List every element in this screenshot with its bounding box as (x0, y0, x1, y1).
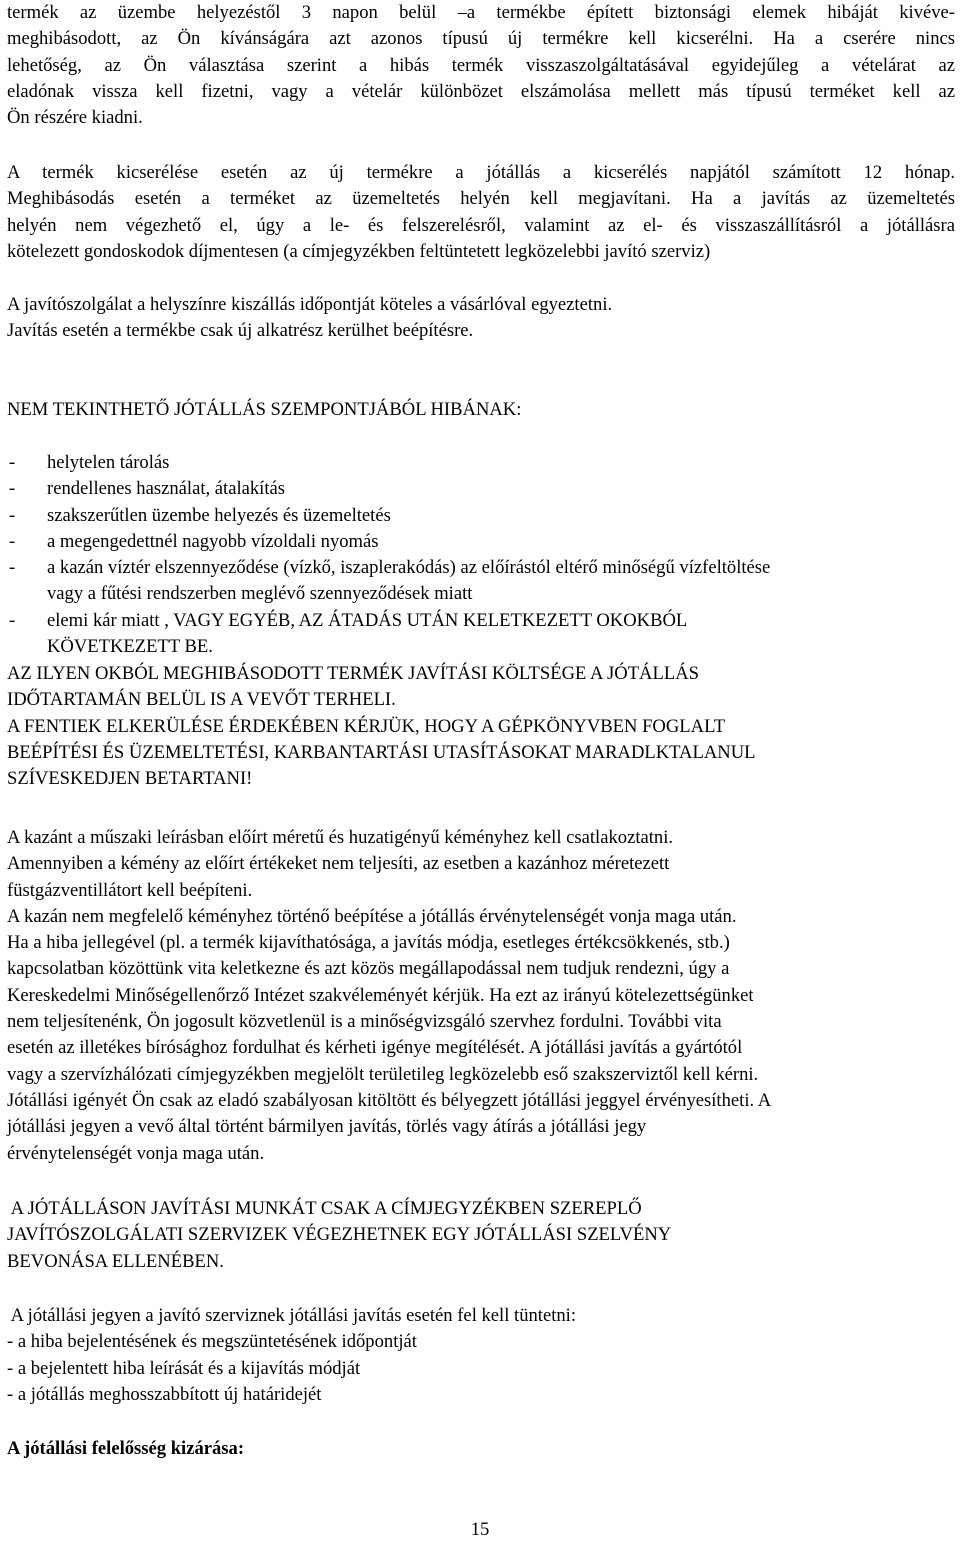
text-line: kötelezett gondoskodok díjmentesen (a címjegyzékben feltüntetett legközelebbi javító szerviz) (7, 240, 711, 262)
text-line: füstgázventillátort kell beépíteni. (7, 879, 253, 901)
text-line: A kazán nem megfelelő kéményhez történő beépítése a jótállás érvénytelenségét vonja maga után. (7, 905, 737, 927)
page-number: 15 (470, 1519, 490, 1540)
paragraph-service (7, 292, 955, 345)
warranty-card-section (7, 1303, 955, 1408)
list-item-text: a megengedettnél nagyobb vízoldali nyomás (47, 530, 379, 552)
list-item-text: elemi kár miatt , VAGY EGYÉB, AZ ÁTADÁS UTÁN KELETKEZETT OKOKBÓL (47, 609, 688, 631)
dash-marker: - (9, 557, 16, 579)
section-title: A jótállási felelősség kizárása: (7, 1438, 245, 1459)
exclusion-title (7, 1436, 955, 1462)
text-line: IDŐTARTAMÁN BELÜL IS A VEVŐT TERHELI. (7, 689, 396, 711)
text-line: nem teljesítenénk, Ön jogosult közvetlenül is a minőségvizsgáló szervhez fordulni. További vita (7, 1011, 722, 1033)
dash-marker: - (9, 478, 16, 500)
list-item (7, 529, 955, 555)
paragraph-top (7, 0, 955, 131)
text-line: kapcsolatban közöttünk vita keletkezne és azt közös megállapodással nem tudjuk rendezni, úgy a (7, 958, 730, 980)
dash-marker: - (9, 609, 16, 631)
text-line: AZ ILYEN OKBÓL MEGHIBÁSODOTT TERMÉK JAVÍTÁSI KÖLTSÉGE A JÓTÁLLÁS (7, 663, 699, 684)
text-line: Meghibásodás esetén a terméket az üzemeltetés helyén kell megjavítani. Ha a javítás az üzemeltetés (7, 188, 955, 210)
heading-text: NEM TEKINTHETŐ JÓTÁLLÁS SZEMPONTJÁBÓL HIBÁNAK: (7, 399, 522, 420)
list-item (7, 608, 955, 661)
text-line: JAVÍTÓSZOLGÁLATI SZERVIZEK VÉGEZHETNEK EGY JÓTÁLLÁSI SZELVÉNY (7, 1224, 672, 1246)
exclusion-list (7, 450, 955, 660)
text-line: Amennyiben a kémény az előírt értékeket nem teljesíti, az esetben a kazánhoz méretezett (7, 853, 670, 875)
text-line: Jótállási igényét Ön csak az eladó szabályosan kitöltött és bélyegzett jótállási jeggyel érvényesítheti. A (7, 1089, 772, 1111)
caps-notice (7, 661, 955, 792)
list-item-text: KÖVETKEZETT BE. (47, 636, 213, 658)
list-item: - a bejelentett hiba leírását és a kijavítás módját (7, 1357, 361, 1379)
text-line: SZÍVESKEDJEN BETARTANI! (7, 768, 253, 790)
list-item-text: vagy a fűtési rendszerben meglévő szennyeződések miatt (47, 583, 473, 605)
text-line: helyén nem végezhető el, úgy a le- és felszerelésről, valamint az el- és visszaszállításról a jótállásra (7, 214, 955, 236)
paragraph-replacement (7, 160, 955, 265)
list-item (7, 555, 955, 608)
text-line: lehetőség, az Ön választása szerint a hibás termék visszaszolgáltatásával egyidejűleg a vételárat az (7, 54, 955, 76)
caps-repair-notice (7, 1196, 955, 1275)
text-line: A termék kicserélése esetén az új termékre a jótállás a kicserélés napjától számított 12 hónap. (7, 162, 955, 183)
dash-marker: - (9, 452, 16, 473)
exclusion-heading (7, 397, 955, 423)
list-item (7, 503, 955, 529)
list-item: - a jótállás meghosszabbított új határidejét (7, 1383, 322, 1405)
text-line: eladónak vissza kell fizetni, vagy a vételár különbözet elszámolása mellett más típusú terméket kell az (7, 80, 955, 102)
text-line: A FENTIEK ELKERÜLÉSE ÉRDEKÉBEN KÉRJÜK, HOGY A GÉPKÖNYVBEN FOGLALT (7, 715, 726, 737)
text-line: Kereskedelmi Minőségellenőrző Intézet szakvéleményét kérjük. Ha ezt az irányú kötelezettségünket (7, 984, 754, 1006)
text-line: BEVONÁSA ELLENÉBEN. (7, 1250, 224, 1272)
warranty-card-intro: A jótállási jegyen a javító szerviznek jótállási javítás esetén fel kell tüntetni: (7, 1305, 577, 1326)
text-line: esetén az illetékes bírósághoz fordulhat és kérheti igénye megítélését. A jótállási javítás a gyártótól (7, 1037, 743, 1059)
list-item-text: rendellenes használat, átalakítás (47, 478, 285, 500)
list-item-text: helytelen tárolás (47, 452, 170, 473)
list-item-text: a kazán víztér elszennyeződése (vízkő, iszaplerakódás) az előírástól eltérő minőségű vízfeltöltése (47, 557, 771, 579)
list-item-text: szakszerűtlen üzembe helyezés és üzemeltetés (47, 504, 391, 526)
dash-marker: - (9, 504, 16, 526)
text-line: meghibásodott, az Ön kívánságára azt azonos típusú új termékre kell kicserélni. Ha a cserére nincs (7, 28, 955, 50)
dash-marker: - (9, 530, 16, 552)
text-line: Ha a hiba jellegével (pl. a termék kijavíthatósága, a javítás módja, esetleges értékcsökkenés, stb.) (7, 932, 730, 954)
text-line: A JÓTÁLLÁSON JAVÍTÁSI MUNKÁT CSAK A CÍMJEGYZÉKBEN SZEREPLŐ (7, 1198, 642, 1219)
list-item (7, 476, 955, 502)
text-line: A javítószolgálat a helyszínre kiszállás időpontját köteles a vásárlóval egyeztetni. (7, 294, 613, 315)
text-line: termék az üzembe helyezéstől 3 napon belül –a termékbe épített biztonsági elemek hibáját kivéve- (7, 2, 955, 23)
text-line: A kazánt a műszaki leírásban előírt méretű és huzatigényű kéményhez kell csatlakoztatni. (7, 827, 674, 848)
text-line: érvénytelenségét vonja maga után. (7, 1142, 265, 1164)
paragraph-chimney (7, 825, 955, 1167)
text-line: vagy a szervízhálózati címjegyzékben megjelölt területileg legközelebb eső szakszerviztől kell kérni. (7, 1063, 759, 1085)
list-item (7, 450, 955, 476)
list-item: - a hiba bejelentésének és megszüntetésének időpontját (7, 1331, 417, 1353)
text-line: Ön részére kiadni. (7, 107, 143, 129)
text-line: Javítás esetén a termékbe csak új alkatrész kerülhet beépítésre. (7, 320, 474, 342)
text-line: BEÉPÍTÉSI ÉS ÜZEMELTETÉSI, KARBANTARTÁSI UTASÍTÁSOKAT MARADLKTALANUL (7, 741, 756, 763)
text-line: jótállási jegyen a vevő által történt bármilyen javítás, törlés vagy átírás a jótállási jegy (7, 1116, 647, 1138)
